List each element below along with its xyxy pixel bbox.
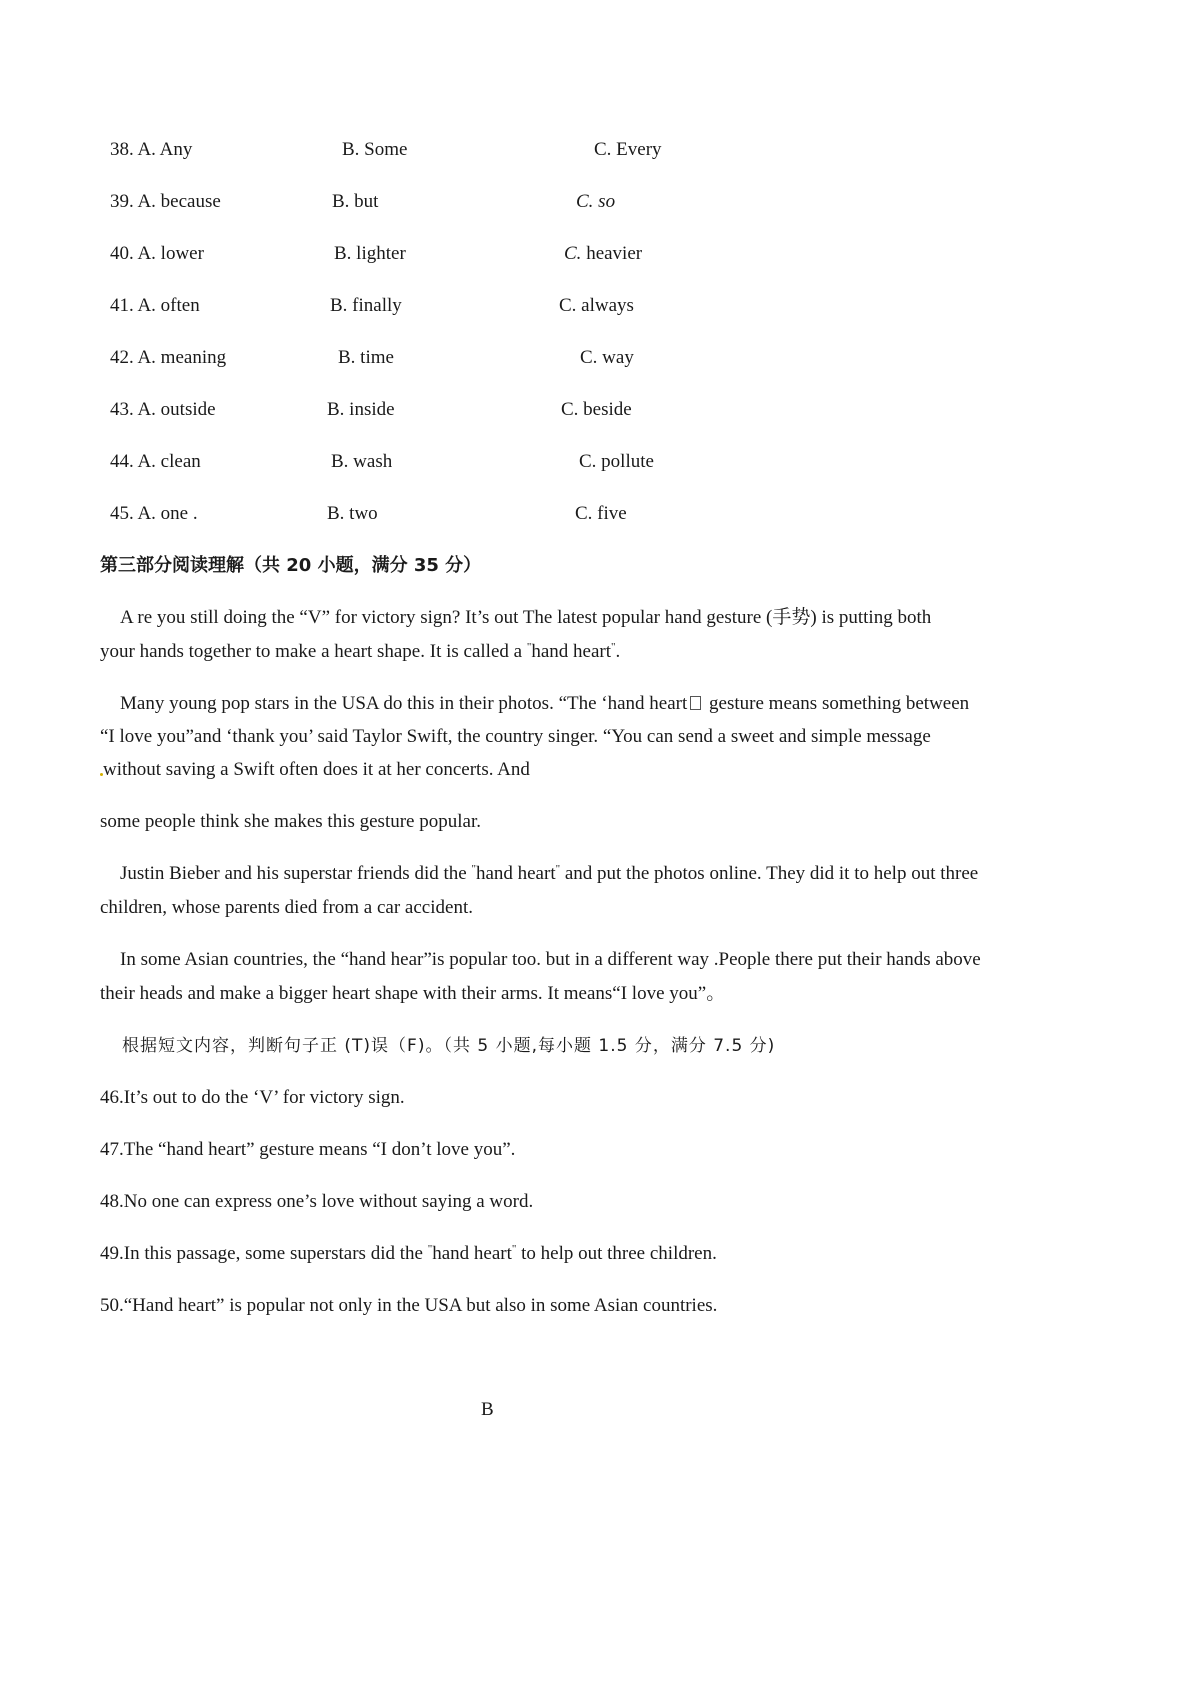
option-c: C. five [575,503,627,524]
question-49 [100,1242,717,1268]
passage-text: hand heart [475,863,556,884]
passage-text: Many young pop stars in the USA do this in their photos. “The ‘hand heart [120,693,688,714]
option-b: B. two [327,503,378,524]
quote-mark: " [555,863,561,875]
question-text: to help out three children. [516,1243,717,1264]
quote-mark: " [610,641,616,653]
question-47: 47.The “hand heart” gesture means “I don’t love you”. [100,1139,516,1160]
passage-text: gesture means something between [704,693,970,714]
passage-text: . [615,641,621,662]
passage-line: without saving a Swift often does it at her concerts. And [103,759,530,780]
option-c-prefix: C. [564,243,582,264]
option-a: 40. A. lower [110,243,204,264]
option-a: 43. A. outside [110,399,216,420]
passage-line: In some Asian countries, the “hand hear”is popular too. but in a different way .People there put their hands above [120,949,981,970]
option-c: C. pollute [579,451,654,472]
option-a: 44. A. clean [110,451,201,472]
quote-mark: " [427,1243,433,1255]
option-a: 38. A. Any [110,139,193,160]
quote-mark: " [511,1243,517,1255]
option-c: C. always [559,295,634,316]
option-b: B. Some [342,139,408,160]
passage-line [120,862,978,888]
passage-line: some people think she makes this gesture popular. [100,811,481,832]
passage-line: their heads and make a bigger heart shape with their arms. It means“I love you”。 [100,983,726,1004]
option-a: 39. A. because [110,191,221,212]
quote-mark: " [471,863,476,875]
question-48: 48.No one can express one’s love without saying a word. [100,1191,534,1212]
option-b: B. inside [327,399,395,420]
option-c: C. beside [561,399,632,420]
question-50: 50.“Hand heart” is popular not only in the USA but also in some Asian countries. [100,1295,718,1316]
instruction: 根据短文内容，判断句子正 (T)误（F)。（共 5 小题,每小题 1.5 分，满分 7.5 分) [122,1036,776,1056]
option-a: 42. A. meaning [110,347,227,368]
section-letter: B [481,1399,494,1420]
passage-line [120,692,969,716]
option-b: B. time [338,347,394,368]
quote-mark: " [526,641,532,653]
passage-text: and put the photos online. They did it to help out three [560,863,979,884]
passage-line: A re you still doing the “V” for victory sign? It’s out The latest popular hand gesture (手势) is putting both [120,607,932,628]
option-a: 41. A. often [110,295,200,316]
option-b: B. finally [330,295,402,316]
option-c [564,242,642,266]
option-a: 45. A. one . [110,503,198,524]
passage-text: your hands together to make a heart shape. It is called a [100,641,527,662]
option-b: B. wash [331,451,393,472]
question-text: hand heart [432,1243,512,1264]
missing-glyph-box [690,696,701,710]
option-b: B. lighter [334,243,406,264]
passage-text: Justin Bieber and his superstar friends did the [120,863,472,884]
option-c: C. way [580,347,634,368]
option-c-text: heavier [581,243,643,264]
section-heading: 第三部分阅读理解（共 20 小题，满分 35 分） [100,555,482,576]
option-c: C. so [576,191,616,212]
question-46: 46.It’s out to do the ‘V’ for victory sign. [100,1087,405,1108]
option-b: B. but [332,191,379,212]
passage-line [100,640,620,666]
option-c: C. Every [594,139,662,160]
passage-text: hand heart [531,641,611,662]
passage-line: “I love you”and ‘thank you’ said Taylor Swift, the country singer. “You can send a sweet and simple message [100,726,931,747]
question-text: 49.In this passage, some superstars did the [100,1243,428,1264]
passage-line: children, whose parents died from a car accident. [100,897,473,918]
